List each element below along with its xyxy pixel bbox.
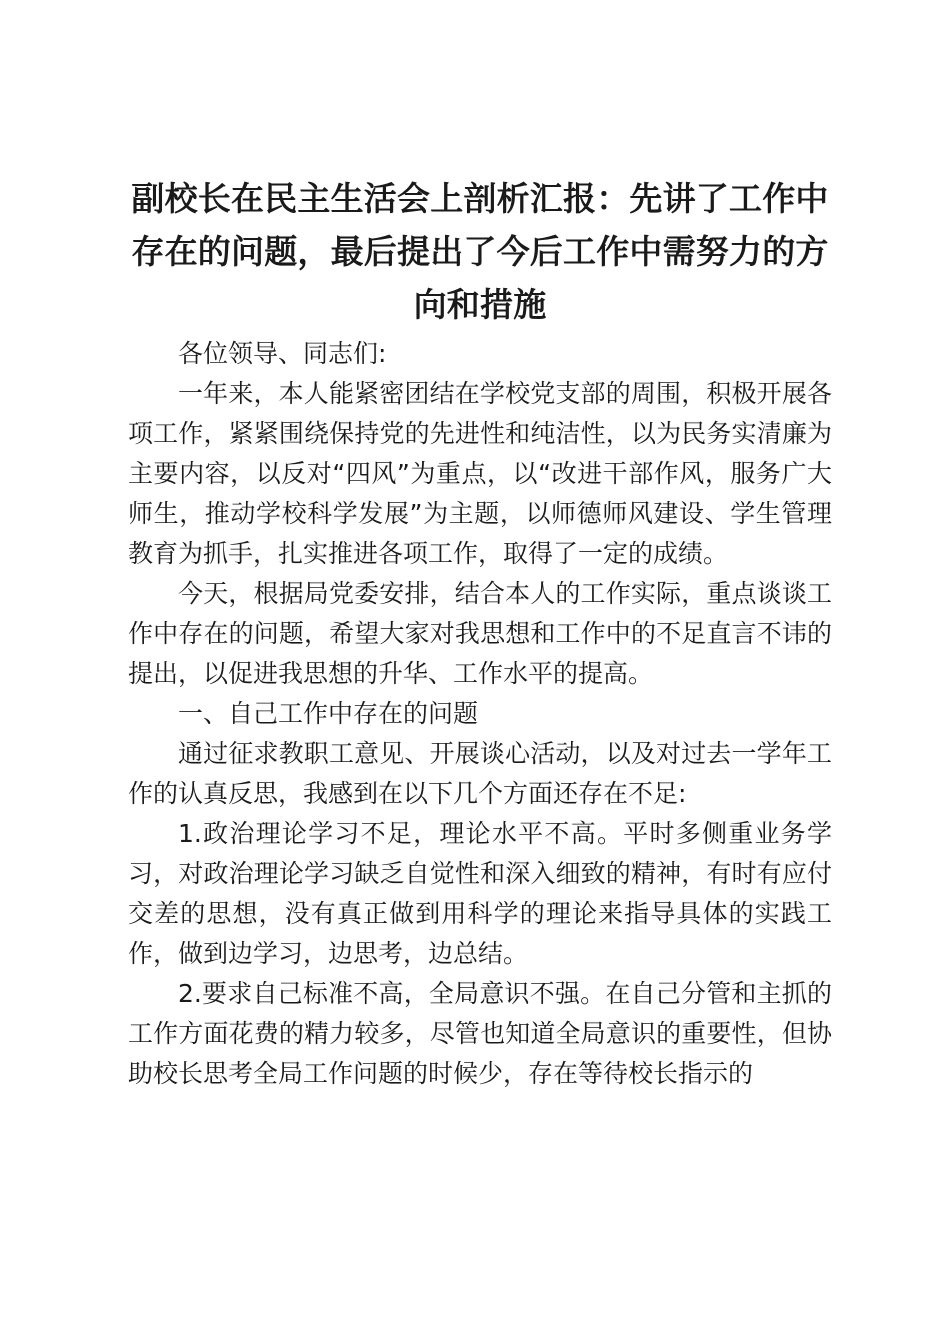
section-heading: 一、自己工作中存在的问题	[178, 699, 479, 728]
body-paragraph: 通过征求教职工意见、开展谈心活动，以及对过去一学年工作的认真反思，我感到在以下几个方面还存在不足:	[128, 739, 832, 808]
salutation-paragraph: 各位领导、同志们:	[178, 339, 387, 368]
document-title: 副校长在民主生活会上剖析汇报：先讲了工作中存在的问题，最后提出了今后工作中需努力的方向和措施	[131, 179, 829, 324]
document-body	[128, 334, 832, 1094]
list-item-paragraph: 1.政治理论学习不足，理论水平不高。平时多侧重业务学习，对政治理论学习缺乏自觉性和深入细致的精神，有时有应付交差的思想，没有真正做到用科学的理论来指导具体的实践工作，做到边学习，边思考，边总结。	[128, 819, 832, 968]
list-item-paragraph: 2.要求自己标准不高，全局意识不强。在自己分管和主抓的工作方面花费的精力较多，尽管也知道全局意识的重要性，但协助校长思考全局工作问题的时候少，存在等待校长指示的	[128, 979, 832, 1088]
body-paragraph: 一年来，本人能紧密团结在学校党支部的周围，积极开展各项工作，紧紧围绕保持党的先进性和纯洁性，以为民务实清廉为主要内容，以反对“四风”为重点，以“改进干部作风，服务广大师生，推动学校科学发展”为主题，以师德师风建设、学生管理教育为抓手，扎实推进各项工作，取得了一定的成绩。	[128, 379, 832, 568]
body-paragraph: 今天，根据局党委安排，结合本人的工作实际，重点谈谈工作中存在的问题，希望大家对我思想和工作中的不足直言不讳的提出，以促进我思想的升华、工作水平的提高。	[128, 579, 832, 688]
document-page	[128, 172, 832, 1094]
